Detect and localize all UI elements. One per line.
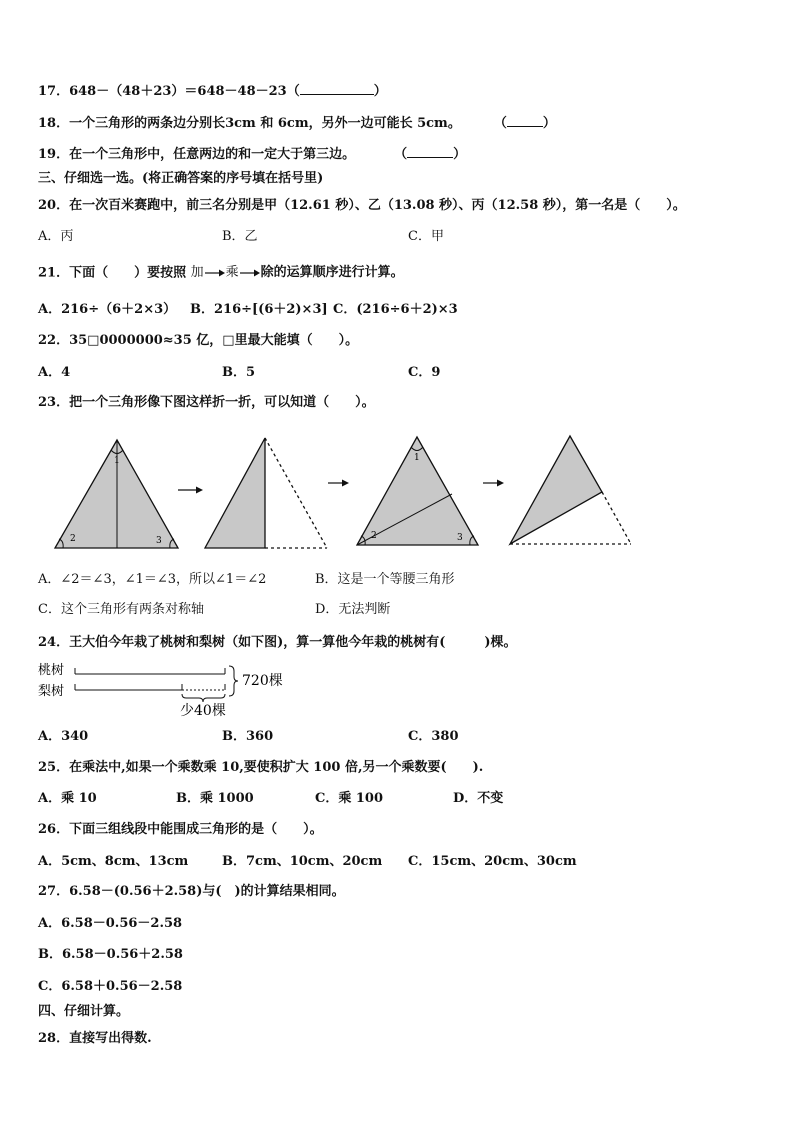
question-25: 25．在乘法中,如果一个乘数乘 10,要使积扩大 100 倍,另一个乘数要( ). (38, 760, 484, 775)
angle-label-1: 1 (114, 456, 120, 466)
line-segment-diagram (0, 658, 794, 720)
q20-option-a[interactable]: A．丙 (38, 229, 74, 244)
triangle-folding-figure (0, 430, 794, 560)
section-heading-3: 三、仔细选一选。(将正确答案的序号填在括号里) (38, 171, 324, 186)
answer-blank[interactable] (507, 114, 543, 127)
angle-label-3: 3 (156, 536, 162, 546)
q27-option-c[interactable]: C．6.58＋0.56－2.58 (38, 979, 183, 994)
label-total: 720棵 (242, 673, 283, 689)
q23-option-d[interactable]: D．无法判断 (315, 602, 391, 617)
angle-label-3: 3 (457, 533, 463, 543)
q25-option-b[interactable]: B．乘 1000 (176, 791, 254, 806)
q23-option-a[interactable]: A．∠2＝∠3，∠1＝∠3，所以∠1＝∠2 (38, 572, 267, 587)
question-18 (38, 114, 556, 133)
triangle-original (55, 440, 178, 548)
q17-close: ） (373, 84, 387, 99)
q19-text: 19．在一个三角形中，任意两边的和一定大于第三边。 (38, 147, 356, 162)
q24-option-b[interactable]: B．360 (222, 729, 274, 744)
question-23: 23．把一个三角形像下图这样折一折，可以知道（ ）。 (38, 395, 375, 410)
q18-paren-close: ） (542, 116, 556, 131)
q24-option-a[interactable]: A．340 (38, 729, 89, 744)
q22-option-a[interactable]: A．4 (38, 365, 71, 380)
arrow-right-icon (239, 268, 261, 278)
q19-paren-close: ） (453, 147, 467, 162)
label-difference: 少40棵 (180, 703, 226, 719)
operation-order-flow (191, 264, 404, 282)
q25-option-a[interactable]: A．乘 10 (38, 791, 97, 806)
triangle-folded-vertical (205, 438, 327, 548)
question-24: 24．王大伯今年栽了桃树和梨树（如下图)，算一算他今年栽的桃树有( )棵。 (38, 635, 517, 650)
angle-label-1: 1 (414, 453, 420, 463)
q25-option-d[interactable]: D．不变 (453, 791, 504, 806)
q21-option-b[interactable]: B．216÷[(6＋2)×3] (190, 302, 328, 317)
q27-option-b[interactable]: B．6.58－0.56＋2.58 (38, 947, 183, 962)
q26-option-a[interactable]: A．5cm、8cm、13cm (38, 854, 189, 869)
q22-option-c[interactable]: C．9 (408, 365, 441, 380)
q23-option-c[interactable]: C．这个三角形有两条对称轴 (38, 602, 204, 617)
question-19 (38, 145, 466, 164)
answer-blank[interactable] (300, 82, 374, 95)
arrow-right-icon (178, 487, 203, 494)
q27-option-a[interactable]: A．6.58－0.56－2.58 (38, 916, 183, 931)
q26-option-c[interactable]: C．15cm、20cm、30cm (408, 854, 577, 869)
question-21 (38, 264, 404, 283)
q21-option-a[interactable]: A．216÷（6＋2×3） (38, 302, 177, 317)
q20-option-c[interactable]: C．甲 (408, 229, 444, 244)
arrow-right-icon (328, 480, 349, 487)
flow-step-add: 加 (190, 265, 204, 280)
answer-blank[interactable] (407, 145, 453, 158)
q26-option-b[interactable]: B．7cm、10cm、20cm (222, 854, 383, 869)
triangle-diagonal-line (357, 437, 478, 545)
flow-step-multiply: 乘 (225, 265, 239, 280)
q22-option-b[interactable]: B．5 (222, 365, 256, 380)
arrow-right-icon (483, 480, 504, 487)
q18-text: 18．一个三角形的两条边分别长3cm 和 6cm，另外一边可能长 5cm。 (38, 116, 461, 131)
section-heading-4: 四、仔细计算。 (38, 1004, 130, 1019)
question-26: 26．下面三组线段中能围成三角形的是（ ）。 (38, 822, 323, 837)
flow-step-divide: 除的运算顺序进行计算。 (260, 265, 404, 280)
question-28: 28．直接写出得数. (38, 1031, 152, 1046)
question-20: 20．在一次百米赛跑中，前三名分别是甲（12.61 秒）、乙（13.08 秒）、丙（12.58 秒），第一名是（ ）。 (38, 198, 686, 213)
q24-option-c[interactable]: C．380 (408, 729, 459, 744)
q25-option-c[interactable]: C．乘 100 (315, 791, 384, 806)
label-pear-trees: 梨树 (38, 684, 65, 699)
question-27: 27．6.58－(0.56＋2.58)与( )的计算结果相同。 (38, 884, 345, 899)
label-peach-trees: 桃树 (38, 663, 65, 678)
angle-label-2: 2 (371, 531, 377, 541)
question-17 (38, 82, 387, 101)
triangle-folded-diagonal (510, 436, 631, 544)
q19-paren-open: （ (394, 147, 408, 162)
q17-text: 17．648－（48＋23）＝648－48－23（ (38, 84, 300, 99)
arrow-right-icon (204, 268, 226, 278)
q21-option-c[interactable]: C．(216÷6＋2)×3 (333, 302, 458, 317)
q21-prefix: 21．下面（ ）要按照 (38, 265, 187, 281)
question-22: 22．35□0000000≈35 亿，□里最大能填（ ）。 (38, 333, 359, 348)
q23-option-b[interactable]: B．这是一个等腰三角形 (315, 572, 455, 587)
q20-option-b[interactable]: B．乙 (222, 229, 258, 244)
angle-label-2: 2 (70, 534, 76, 544)
q18-paren-open: （ (493, 116, 507, 131)
